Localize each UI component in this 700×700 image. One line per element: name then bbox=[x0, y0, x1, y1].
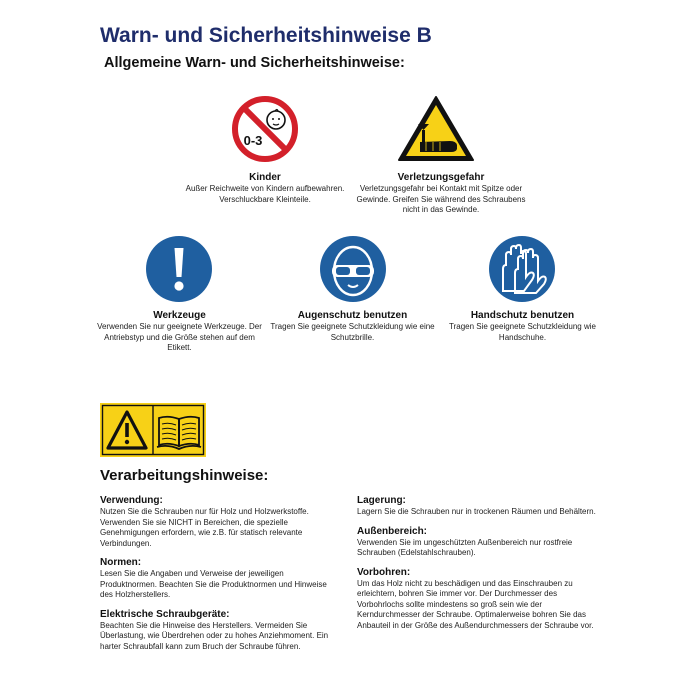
sign-heading: Verletzungsgefahr bbox=[397, 172, 485, 183]
processing-title: Verarbeitungshinweise: bbox=[100, 467, 269, 484]
sign-caption-kinder bbox=[180, 171, 350, 205]
page-subtitle: Allgemeine Warn- und Sicherheitshinweise: bbox=[104, 55, 405, 71]
sign-heading: Kinder bbox=[249, 172, 281, 183]
section-text: Verwenden Sie im ungeschützten Außenbereich nur rostfreie Schrauben (Edelstahlschrauben). bbox=[357, 537, 573, 557]
age-label: 0-3 bbox=[243, 133, 263, 148]
goggles-mandatory-icon bbox=[319, 235, 387, 303]
section-heading: Verwendung: bbox=[100, 495, 163, 506]
section-text: Lesen Sie die Angaben und Verweise der jeweiligen Produktnormen. Beachten Sie die Produktnormen und Hinweise des Holzherstellers. bbox=[100, 569, 327, 599]
processing-left-column bbox=[100, 495, 340, 652]
section-heading: Außenbereich: bbox=[357, 525, 428, 537]
sign-caption-verletzungsgefahr bbox=[356, 171, 526, 216]
sign-text: Tragen Sie geeignete Schutzkleidung wie eine Schutzbrille. bbox=[270, 322, 435, 342]
read-manual-sign bbox=[100, 403, 206, 462]
processing-right-column bbox=[357, 495, 605, 631]
exclamation-mandatory-icon bbox=[145, 235, 213, 303]
sign-text: Verletzungsgefahr bei Kontakt mit Spitze oder Gewinde. Greifen Sie während des Schraubens nicht in das Gewinde. bbox=[356, 184, 526, 214]
sign-heading: Handschutz benutzen bbox=[470, 310, 575, 321]
section-heading: Lagerung: bbox=[357, 495, 406, 506]
section-text: Beachten Sie die Hinweise des Herstellers. Vermeiden Sie Überlastung, wie Überdrehen oder zu hohes Anziehmoment. Ein harter Schraubfall kann zum Bruch der Schraube führen. bbox=[100, 620, 329, 651]
sign-caption-werkzeuge bbox=[97, 309, 262, 354]
section-heading: Normen: bbox=[100, 557, 142, 568]
gloves-mandatory-icon bbox=[488, 235, 556, 303]
section-heading: Vorbohren: bbox=[357, 566, 411, 578]
sign-caption-handschutz bbox=[440, 309, 605, 343]
sign-heading: Augenschutz benutzen bbox=[297, 310, 408, 321]
sign-text: Außer Reichweite von Kindern aufbewahren. Verschluckbare Kleinteile. bbox=[185, 184, 345, 204]
sign-text: Tragen Sie geeignete Schutzkleidung wie Handschuhe. bbox=[449, 322, 596, 342]
child-prohibition-icon bbox=[230, 94, 300, 164]
sign-text: Verwenden Sie nur geeignete Werkzeuge. Der Antriebstyp und die Größe stehen auf dem Etikett. bbox=[97, 322, 262, 352]
section-text: Nutzen Sie die Schrauben nur für Holz und Holzwerkstoffe. Verwenden Sie sie NICHT in Bereichen, die spezielle Genehmigungen erfordern, wie z.B. für statisch relevante Verbindungen. bbox=[100, 507, 309, 548]
page-title: Warn- und Sicherheitshinweise B bbox=[100, 24, 432, 47]
sign-caption-augenschutz bbox=[270, 309, 435, 343]
section-heading: Elektrische Schraubgeräte: bbox=[100, 608, 230, 620]
sign-heading: Werkzeuge bbox=[153, 310, 206, 321]
hand-injury-warning-icon bbox=[396, 94, 476, 164]
section-text: Lagern Sie die Schrauben nur in trockenen Räumen und Behältern. bbox=[357, 507, 596, 516]
section-text: Um das Holz nicht zu beschädigen und das Einschrauben zu erleichtern, bohren Sie immer vor. Der Durchmesser des Vorbohrlochs sollte mindestens so groß sein wie der Kerndurchmesser der Schraube. Optimalerweise bohren Sie das Anbauteil in der Größe des Außendurchmessers der Schraube vor. bbox=[357, 578, 594, 630]
